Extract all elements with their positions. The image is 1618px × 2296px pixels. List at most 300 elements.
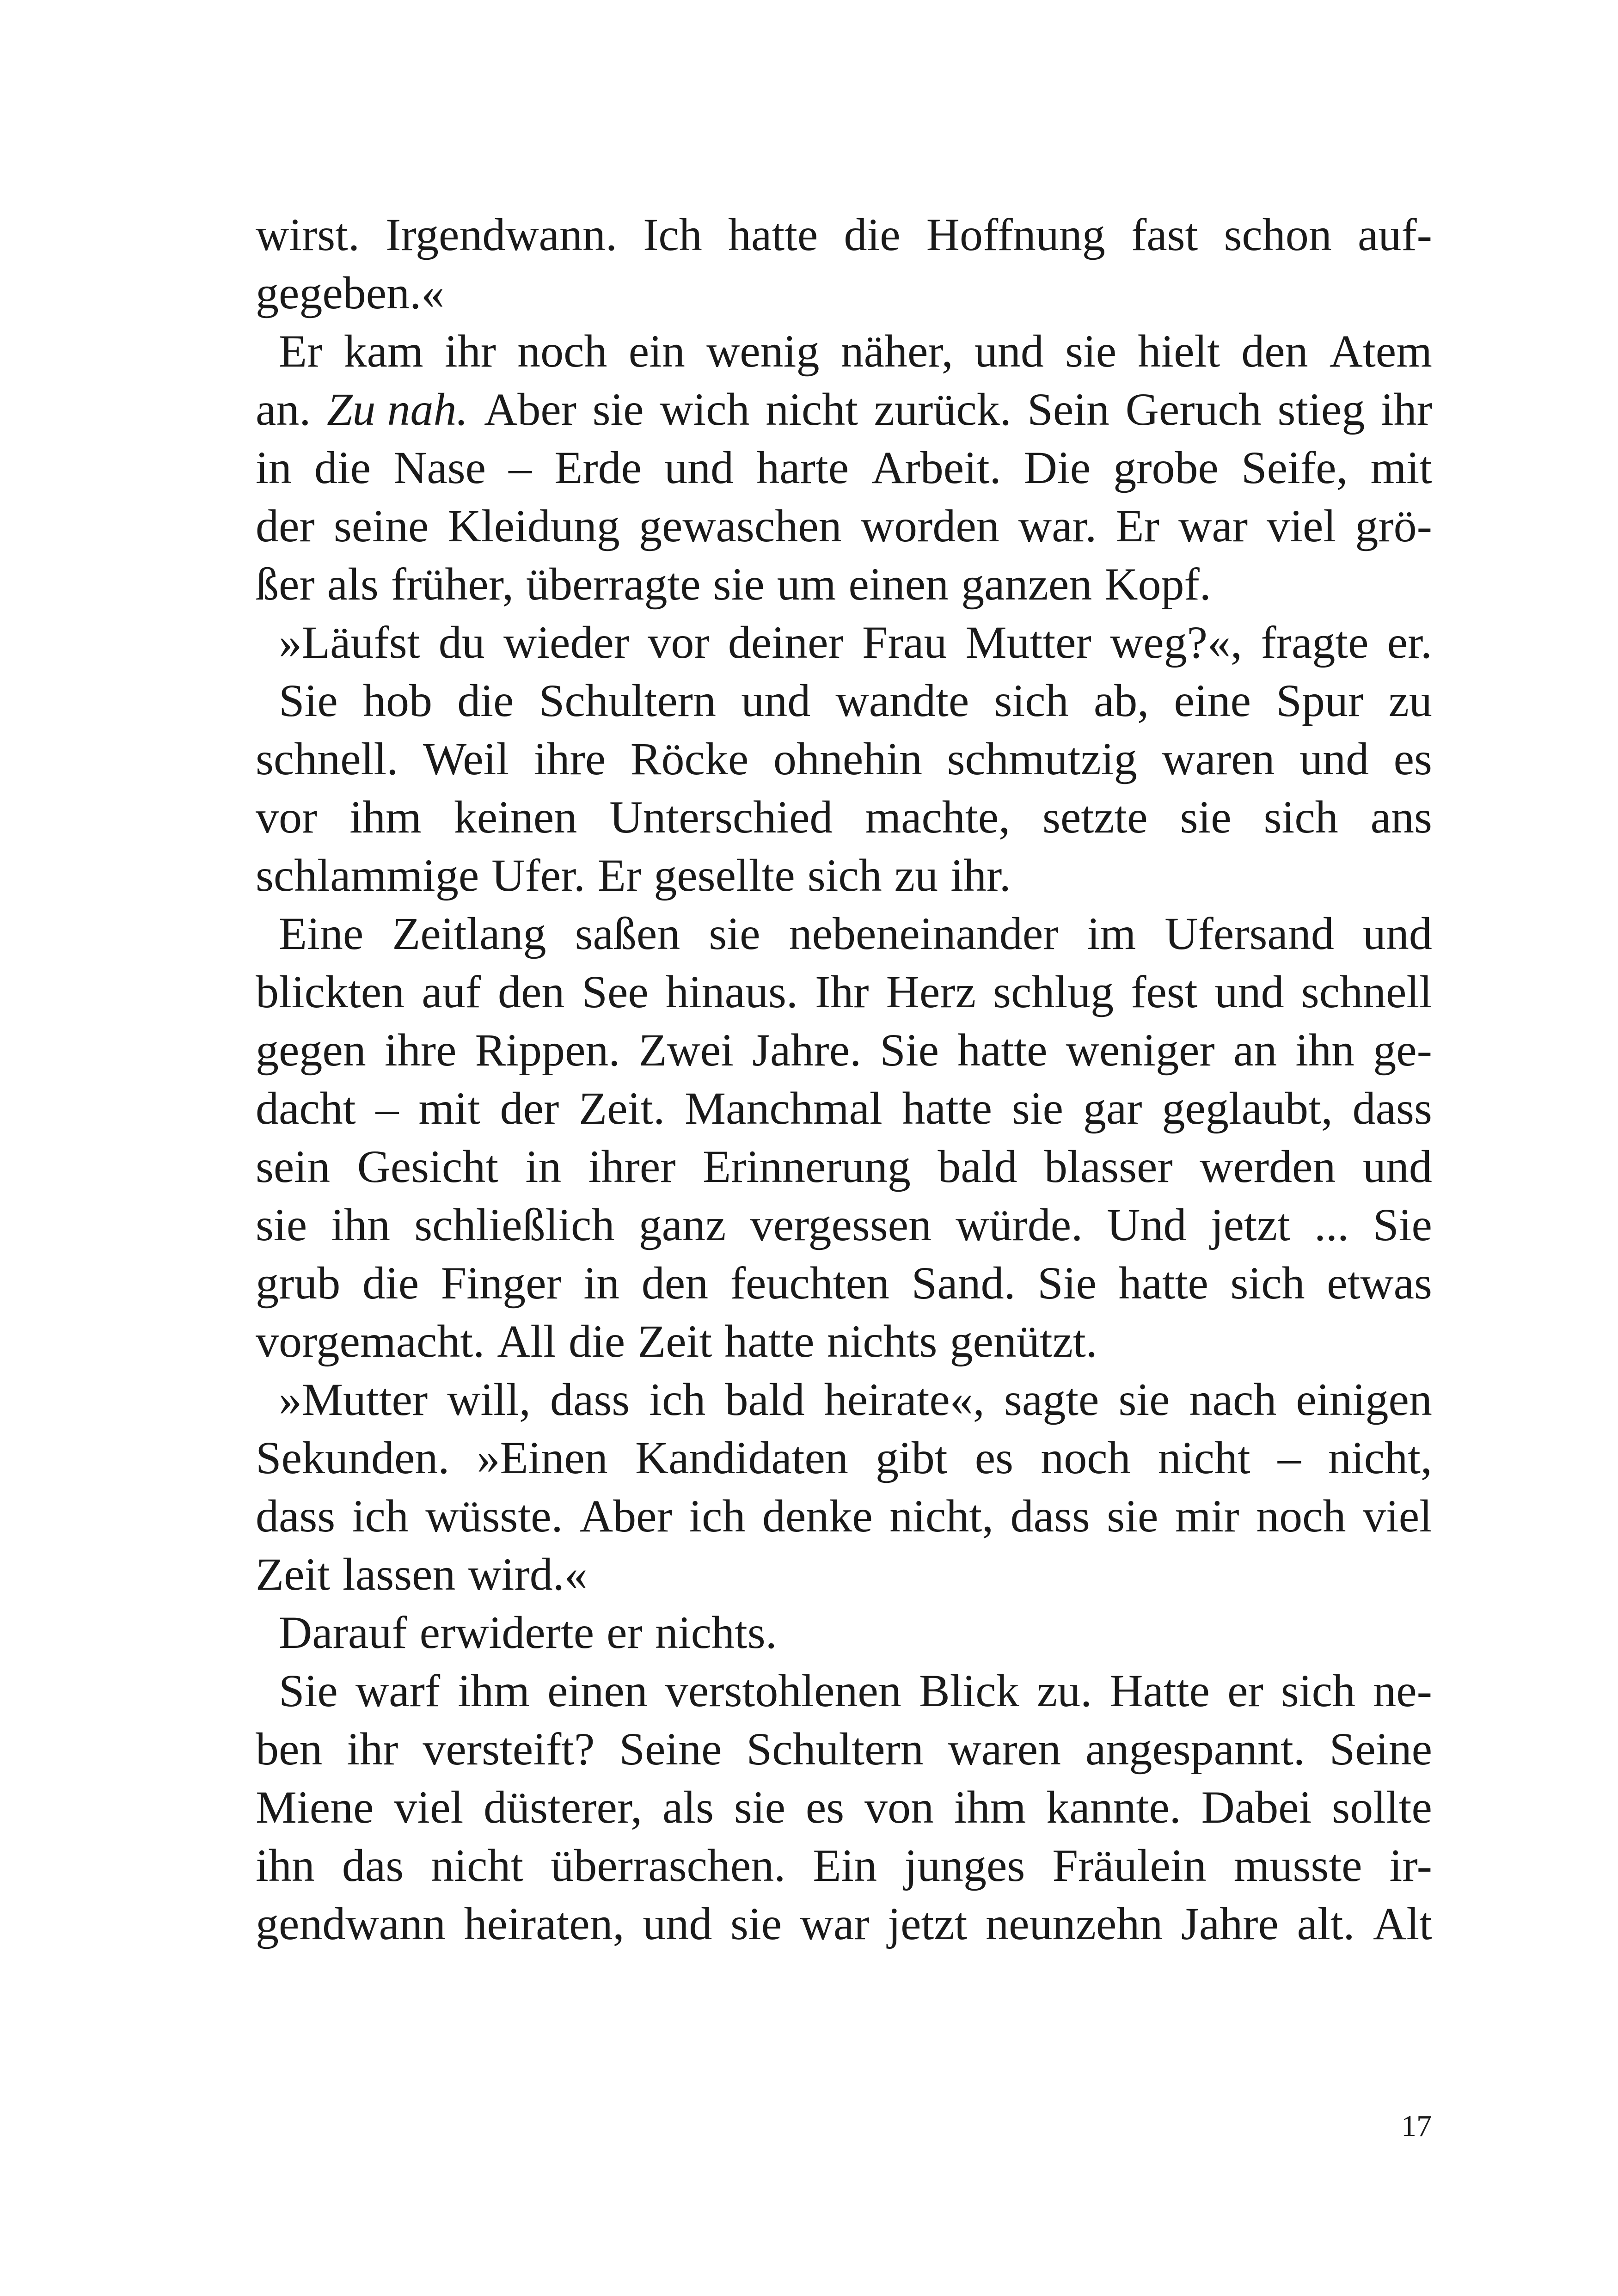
word: waren [1162, 733, 1275, 784]
word: Seife, [1241, 442, 1348, 493]
word: nicht [766, 384, 858, 435]
word: etwas [1327, 1257, 1432, 1309]
word: in [583, 1257, 620, 1309]
text-line [256, 1837, 1432, 1895]
page-number: 17 [1401, 2109, 1432, 2143]
word: fragte [1261, 617, 1369, 668]
word: kannte. [1046, 1782, 1181, 1833]
word: näher, [840, 325, 953, 377]
word: alt. [1297, 1898, 1355, 1949]
word: Erinnerung [703, 1141, 911, 1192]
word: zu. [1036, 1665, 1092, 1716]
word: vorgemacht. [256, 1316, 485, 1367]
text-line [256, 1371, 1432, 1429]
word: keinen [454, 791, 577, 843]
text-line [256, 1778, 1432, 1837]
word: jetzt [1210, 1199, 1290, 1250]
text-line [256, 1720, 1432, 1778]
word: fest [1131, 966, 1198, 1017]
word: der [256, 500, 315, 551]
word: ir- [1389, 1840, 1432, 1891]
word: ich [649, 1374, 706, 1425]
word: genützt. [950, 1316, 1097, 1367]
word: hielt [1138, 325, 1220, 377]
text-line [256, 555, 1432, 613]
word: ganzen [961, 558, 1092, 610]
text-line [256, 788, 1432, 846]
word: nicht, [1328, 1432, 1432, 1483]
word: ein [628, 325, 685, 377]
text-line [256, 1429, 1432, 1487]
word: du [438, 617, 485, 668]
word: Jahre [1181, 1898, 1279, 1949]
word: war. [1018, 500, 1097, 551]
word: harte [756, 442, 849, 493]
word: zu [1388, 675, 1432, 726]
word: noch [517, 325, 607, 377]
word: ans [1370, 791, 1432, 843]
word: ihr [444, 325, 496, 377]
word: Nase [393, 442, 486, 493]
word: nichts. [655, 1607, 777, 1658]
text-line [256, 1895, 1432, 1953]
word: – [1277, 1432, 1301, 1483]
word: versteift? [423, 1723, 595, 1775]
word: viel [1362, 1490, 1432, 1542]
word: an. [256, 384, 311, 435]
word: Manchmal [685, 1083, 883, 1134]
word: Mutter [965, 617, 1091, 668]
word: sagte [1004, 1374, 1099, 1425]
word: Zwei [638, 1024, 734, 1076]
word: Frau [862, 617, 947, 668]
word: Aber [484, 384, 577, 435]
word: wenig [706, 325, 820, 377]
word: einigen [1296, 1374, 1432, 1425]
text-line [256, 846, 1432, 905]
word: viel [1267, 500, 1336, 551]
word: Schultern [746, 1723, 924, 1775]
word: Kleidung [447, 500, 620, 551]
word: Sie [880, 1024, 939, 1076]
word: hatte [724, 1316, 815, 1367]
text-line [256, 1604, 1432, 1662]
word: wirst. [256, 209, 360, 260]
word: die [844, 209, 901, 260]
word: Weil [423, 733, 509, 784]
word: Erde [554, 442, 642, 493]
word: nicht [1158, 1432, 1250, 1483]
word: Sekunden. [256, 1432, 450, 1483]
word: überraschen. [551, 1840, 786, 1891]
word: einen [848, 558, 949, 610]
word: fast [1131, 209, 1198, 260]
word: vergessen [750, 1199, 932, 1250]
word: an [1233, 1024, 1277, 1076]
word: – [509, 442, 532, 493]
word: hob [363, 675, 433, 726]
text-line [256, 730, 1432, 788]
word: gesellte [654, 850, 795, 901]
word: Jahre. [752, 1024, 862, 1076]
word: eine [1174, 675, 1251, 726]
word: Sie [1037, 1257, 1097, 1309]
word: die [569, 1316, 625, 1367]
word: gewaschen [638, 500, 842, 551]
word: ben [256, 1723, 323, 1775]
word: Alt [1373, 1898, 1432, 1949]
word: sie [730, 1898, 782, 1949]
text-line [256, 206, 1432, 264]
word: er [607, 1607, 643, 1658]
word: viel [394, 1782, 464, 1833]
word: ge- [1373, 1024, 1432, 1076]
word: dass [1352, 1083, 1432, 1134]
word: Sie [279, 1665, 338, 1716]
word: sie [1065, 325, 1117, 377]
word: seine [333, 500, 429, 551]
word: gar [1083, 1083, 1142, 1134]
text-line [256, 439, 1432, 497]
word: Die [1024, 442, 1091, 493]
word: schmutzig [947, 733, 1137, 784]
word: kam [343, 325, 423, 377]
word: will, [447, 1374, 531, 1425]
word: Unterschied [609, 791, 833, 843]
word: sie [734, 1782, 785, 1833]
text-line [256, 1545, 1432, 1604]
text-line [256, 963, 1432, 1021]
word: mir [1175, 1490, 1239, 1542]
word: wird.« [468, 1549, 588, 1600]
word: schlug [993, 966, 1114, 1017]
word: war [1178, 500, 1248, 551]
text-line [256, 1254, 1432, 1312]
word: Kopf. [1104, 558, 1211, 610]
text-line [256, 380, 1432, 439]
word: ab, [1093, 675, 1149, 726]
word: in [525, 1141, 562, 1192]
word: und [1362, 908, 1432, 959]
word: heiraten, [464, 1898, 625, 1949]
word: Gesicht [357, 1141, 499, 1192]
word: von [864, 1782, 934, 1833]
word: Fräulein [1052, 1840, 1207, 1891]
word: Zeit [256, 1549, 331, 1600]
word: Irgendwann. [386, 209, 617, 260]
text-line [256, 1138, 1432, 1196]
word: Ich [643, 209, 702, 260]
word: Sand. [911, 1257, 1016, 1309]
word: einen [547, 1665, 648, 1716]
word: das [342, 1840, 404, 1891]
word: er [1227, 1665, 1263, 1716]
word: den [641, 1257, 709, 1309]
word: setzte [1042, 791, 1148, 843]
word: ihr [1380, 384, 1432, 435]
word: ihr. [950, 850, 1011, 901]
word: hatte [957, 1024, 1048, 1076]
word: bald [938, 1141, 1017, 1192]
word: und [1362, 1141, 1432, 1192]
word: grub [256, 1257, 341, 1309]
word: gegen [256, 1024, 366, 1076]
text-line [256, 1196, 1432, 1254]
text-line [256, 1662, 1432, 1720]
word: sich [807, 850, 882, 901]
word: mit [1370, 442, 1432, 493]
word: hatte [1118, 1257, 1208, 1309]
word: Sie [279, 675, 338, 726]
word: er. [1387, 617, 1432, 668]
word: wandte [835, 675, 969, 726]
word: schließlich [414, 1199, 615, 1250]
word: ich [352, 1490, 409, 1542]
word: »Mutter [279, 1374, 428, 1425]
word: sie [709, 908, 760, 959]
word: es [805, 1782, 845, 1833]
text-line [256, 322, 1432, 380]
text-line [256, 1021, 1432, 1079]
word: ihn [331, 1199, 391, 1250]
word: nach [1189, 1374, 1277, 1425]
word: sie [1011, 1083, 1063, 1134]
text-line [256, 1312, 1432, 1371]
word: die [314, 442, 371, 493]
word: sie [1107, 1490, 1158, 1542]
word: Miene [256, 1782, 374, 1833]
word: schon [1224, 209, 1332, 260]
word: Ein [813, 1840, 877, 1891]
word: nebeneinander [789, 908, 1059, 959]
text-line [256, 264, 1432, 322]
word: wich [660, 384, 750, 435]
word: sich [1263, 791, 1338, 843]
word: die [362, 1257, 419, 1309]
word: Hoffnung [926, 209, 1105, 260]
word: Er [1115, 500, 1159, 551]
word: auf- [1357, 209, 1432, 260]
word: Seine [619, 1723, 722, 1775]
word: »Einen [477, 1432, 608, 1483]
word: Kandidaten [635, 1432, 848, 1483]
word: um [777, 558, 836, 610]
word: Er [279, 325, 323, 377]
word: schnell [1301, 966, 1432, 1017]
word: würde. [956, 1199, 1083, 1250]
word: All [497, 1316, 557, 1367]
word: lassen [343, 1549, 456, 1600]
word: Eine [279, 908, 364, 959]
word: sie [1180, 791, 1232, 843]
text-line [256, 613, 1432, 672]
word: sie [1118, 1374, 1170, 1425]
word: sich [1230, 1257, 1305, 1309]
word: düsterer, [484, 1782, 643, 1833]
word: es [1393, 733, 1432, 784]
word: waren [948, 1723, 1061, 1775]
word: in [256, 442, 292, 493]
word: dacht [256, 1083, 356, 1134]
word: hinaus. [665, 966, 798, 1017]
text-line [256, 497, 1432, 555]
word: früher, [391, 558, 514, 610]
word: sich [1281, 1665, 1356, 1716]
word: saßen [575, 908, 680, 959]
word: Schultern [539, 675, 716, 726]
word: blickten [256, 966, 405, 1017]
word: es [974, 1432, 1014, 1483]
word: heirate«, [824, 1374, 985, 1425]
text-line [256, 1079, 1432, 1138]
word: sie [592, 384, 644, 435]
word: sollte [1332, 1782, 1432, 1833]
word: war [800, 1898, 870, 1949]
word: als [327, 558, 379, 610]
word: feuchten [730, 1257, 889, 1309]
word: werden [1200, 1141, 1336, 1192]
word: Zeit. [579, 1083, 665, 1134]
word: und [1299, 733, 1369, 784]
word: im [1087, 908, 1136, 959]
word: ne- [1373, 1665, 1432, 1716]
word: dass [550, 1374, 630, 1425]
word: warf [355, 1665, 441, 1716]
word: »Läufst [279, 617, 420, 668]
word: Sein [1027, 384, 1110, 435]
word: worden [860, 500, 999, 551]
word: als [662, 1782, 714, 1833]
text-line [256, 672, 1432, 730]
word: vor [648, 617, 710, 668]
word: Dabei [1201, 1782, 1312, 1833]
text-line [256, 905, 1432, 963]
word: wieder [503, 617, 630, 668]
word: grobe [1113, 442, 1219, 493]
word: Ihr [815, 966, 869, 1017]
word: Spur [1276, 675, 1364, 726]
word: ... [1314, 1199, 1349, 1250]
word: erwiderte [419, 1607, 594, 1658]
word: sein [256, 1141, 331, 1192]
word: Atem [1329, 325, 1432, 377]
word: nicht, [889, 1490, 994, 1542]
word: ihm [458, 1665, 530, 1716]
word: – [375, 1083, 399, 1134]
word: und [741, 675, 811, 726]
word: machte, [865, 791, 1011, 843]
word: neunzehn [986, 1898, 1163, 1949]
word: deiner [728, 617, 844, 668]
word: auf [422, 966, 481, 1017]
word: Zu nah. [326, 384, 468, 435]
word: See [582, 966, 649, 1017]
word: und [974, 325, 1044, 377]
word: grö- [1355, 500, 1432, 551]
word: ich [689, 1490, 746, 1542]
text-line [256, 1487, 1432, 1545]
word: ihre [384, 1024, 457, 1076]
word: Sie [1373, 1199, 1432, 1250]
word: angespannt. [1085, 1723, 1305, 1775]
word: noch [1041, 1432, 1131, 1483]
word: und [1214, 966, 1284, 1017]
word: Aber [579, 1490, 672, 1542]
word: weg?«, [1110, 617, 1243, 668]
word: den [1241, 325, 1308, 377]
word: und [643, 1898, 712, 1949]
word: ihrer [588, 1141, 676, 1192]
word: gegeben.« [256, 267, 445, 318]
word: wüsste. [425, 1490, 563, 1542]
word: blasser [1044, 1141, 1173, 1192]
word: sie [713, 558, 765, 610]
word: überragte [526, 558, 701, 610]
word: Er [597, 850, 642, 901]
word: ohnehin [773, 733, 923, 784]
word: ihm [954, 1782, 1026, 1833]
word: und [664, 442, 734, 493]
word: ihm [349, 791, 422, 843]
word: musste [1233, 1840, 1362, 1891]
word: denke [762, 1490, 873, 1542]
word: stieg [1277, 384, 1365, 435]
word: mit [418, 1083, 480, 1134]
word: geglaubt, [1162, 1083, 1333, 1134]
word: sich [994, 675, 1069, 726]
word: sie [256, 1199, 307, 1250]
word: ganz [638, 1199, 726, 1250]
word: gibt [876, 1432, 948, 1483]
word: vor [256, 791, 318, 843]
word: Röcke [630, 733, 749, 784]
word: die [457, 675, 514, 726]
word: Arbeit. [871, 442, 1001, 493]
word: dass [256, 1490, 336, 1542]
word: zu [894, 850, 938, 901]
word: schnell. [256, 733, 398, 784]
word: noch [1256, 1490, 1346, 1542]
word: schlammige [256, 850, 479, 901]
word: Blick [919, 1665, 1019, 1716]
word: Zeitlang [392, 908, 546, 959]
word: Ufer. [491, 850, 585, 901]
word: der [500, 1083, 559, 1134]
word: ihn [256, 1840, 315, 1891]
word: bald [725, 1374, 805, 1425]
word: Zeit [637, 1316, 712, 1367]
word: hatte [728, 209, 818, 260]
word: hatte [902, 1083, 992, 1134]
word: ihn [1295, 1024, 1355, 1076]
word: Darauf [279, 1607, 407, 1658]
word: nichts [827, 1316, 938, 1367]
word: weniger [1066, 1024, 1215, 1076]
word: jetzt [888, 1898, 968, 1949]
word: ihr [347, 1723, 398, 1775]
word: verstohlenen [665, 1665, 901, 1716]
word: Geruch [1125, 384, 1262, 435]
word: Und [1107, 1199, 1187, 1250]
word: Rippen. [475, 1024, 620, 1076]
word: Finger [441, 1257, 562, 1309]
word: ihre [533, 733, 606, 784]
word: Hatte [1109, 1665, 1210, 1716]
word: Ufersand [1164, 908, 1334, 959]
word: Herz [886, 966, 976, 1017]
word: Seine [1329, 1723, 1432, 1775]
word: gendwann [256, 1898, 446, 1949]
